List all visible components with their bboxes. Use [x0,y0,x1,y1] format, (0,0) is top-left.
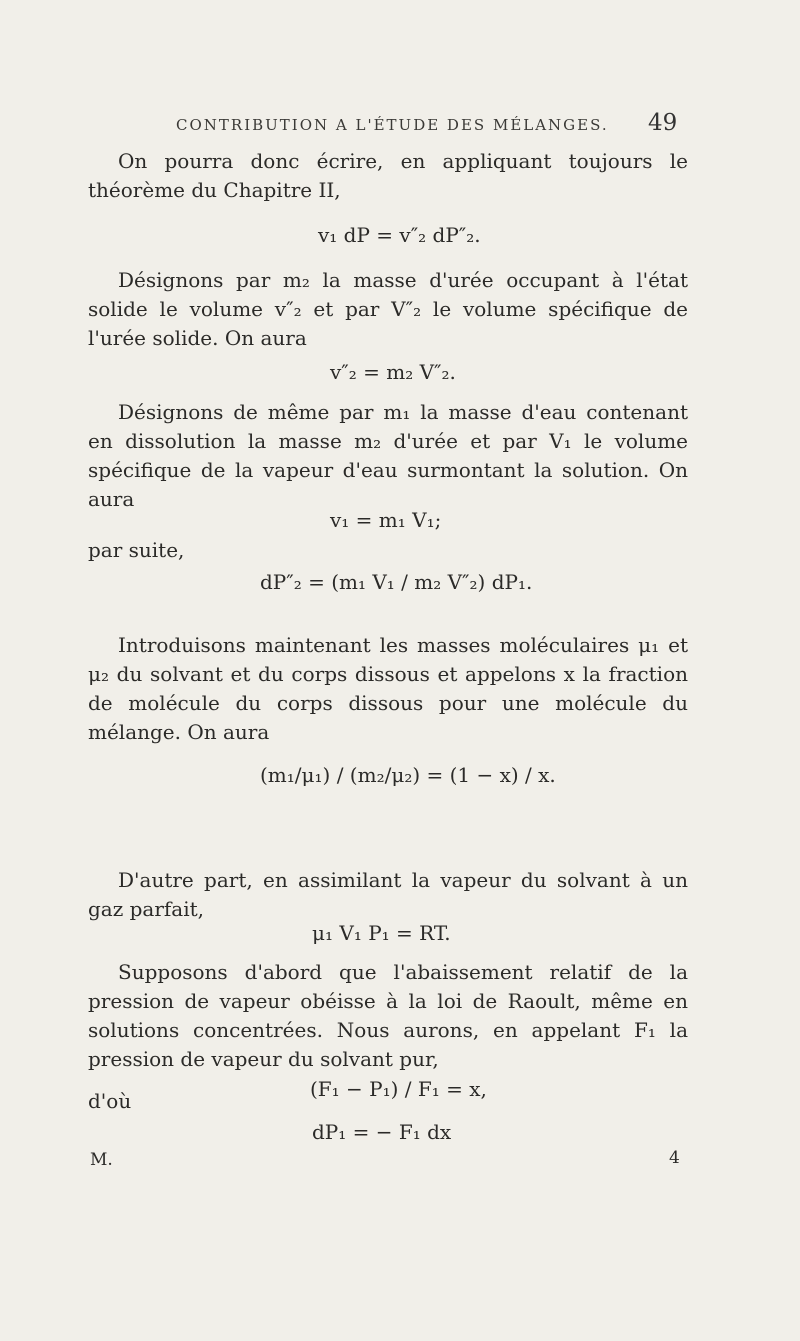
paragraph-2: Désignons par m₂ la masse d'urée occupant à l'état solide le volume v″₂ et par V″₂ le volume spécifique de l'urée solide. On aura [88,268,688,350]
paragraph-7: Supposons d'abord que l'abaissement relatif de la pression de vapeur obéisse à la loi de Raoult, même en solutions concentrées. Nous aurons, en appelant F₁ la pression de vapeur du solvant pur, [88,960,688,1071]
paragraph-8: d'où [88,1089,132,1113]
equation-1: v₁ dP = v″₂ dP″₂. [318,223,481,247]
equation-7: (F₁ − P₁) / F₁ = x, [310,1077,487,1101]
equation-4: dP″₂ = (m₁ V₁ / m₂ V″₂) dP₁. [260,570,533,594]
equation-5: (m₁/μ₁) / (m₂/μ₂) = (1 − x) / x. [260,763,556,787]
equation-6: μ₁ V₁ P₁ = RT. [312,921,451,945]
paragraph-3: Désignons de même par m₁ la masse d'eau contenant en dissolution la masse m₂ d'urée et par V₁ le volume spécifique de la vapeur d'eau surmontant la solution. On aura [88,400,688,511]
sheet-number: 4 [669,1148,680,1168]
page-number: 49 [648,110,678,136]
paragraph-4: par suite, [88,538,185,562]
equation-3: v₁ = m₁ V₁; [330,508,442,532]
paragraph-5: Introduisons maintenant les masses moléculaires μ₁ et μ₂ du solvant et du corps dissous et appelons x la fraction de molécule du corps dissous pour une molécule du mélange. On aura [88,633,688,744]
paragraph-6: D'autre part, en assimilant la vapeur du solvant à un gaz parfait, [88,868,688,921]
paragraph-1: On pourra donc écrire, en appliquant toujours le théorème du Chapitre II, [88,149,688,202]
running-head: CONTRIBUTION A L'ÉTUDE DES MÉLANGES. [176,116,609,134]
equation-8: dP₁ = − F₁ dx [312,1120,452,1144]
signature-mark: M. [90,1150,113,1170]
equation-2: v″₂ = m₂ V″₂. [330,360,456,384]
